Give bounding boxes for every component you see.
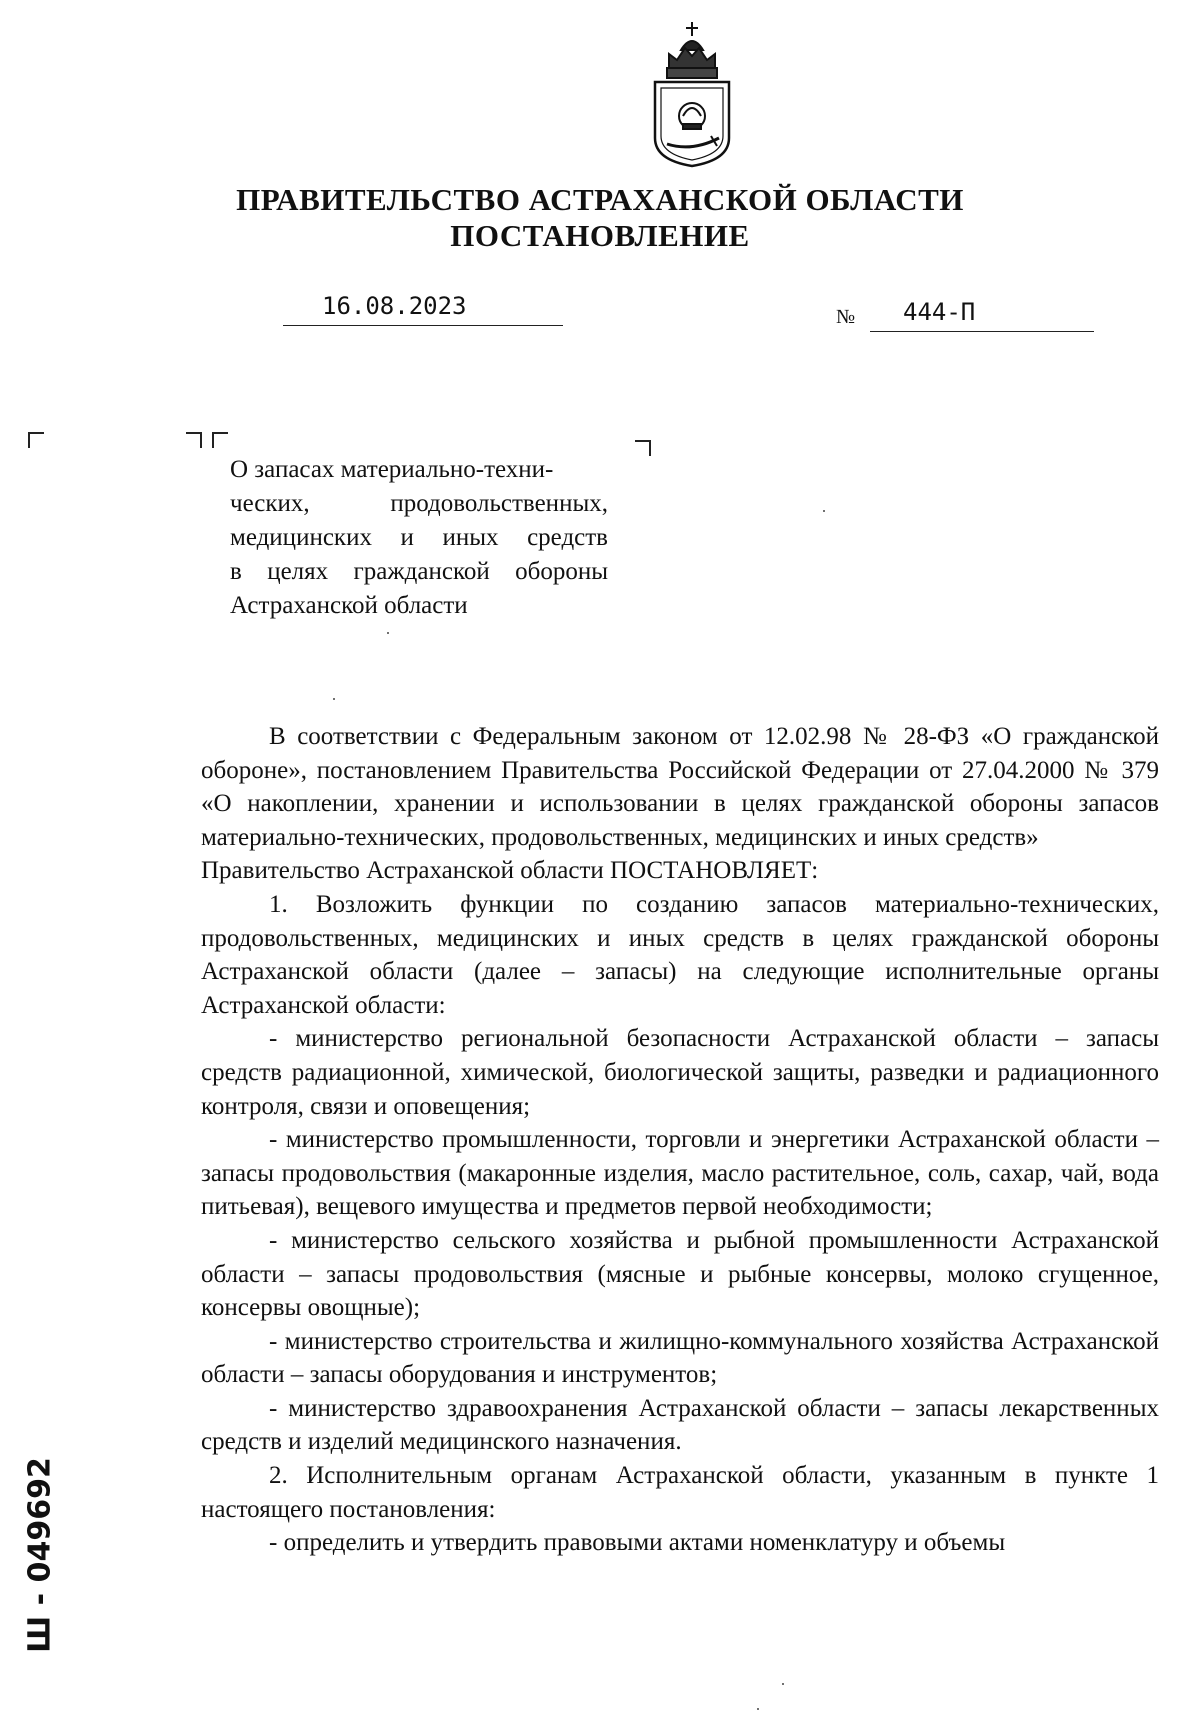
subject-line: медицинских и иных средств	[230, 524, 608, 551]
side-serial-stamp	[10, 1395, 70, 1715]
scan-speck	[333, 698, 335, 700]
document-type-title: ПОСТАНОВЛЕНИЕ	[450, 218, 750, 253]
resolution-statement: Правительство Астраханской области ПОСТАНОВЛЯЕТ:	[201, 857, 819, 885]
sub-item-paragraph: - министерство промышленности, торговли и энергетики Астраханской области – запасы продовольствия (макаронные изделия, масло растительное, соль, сахар, чай, вода питьевая), вещевого имущества и предметов первой необходимости;	[201, 1126, 1159, 1221]
scan-speck	[757, 1708, 759, 1710]
number-sign: №	[836, 306, 856, 328]
scan-speck	[387, 632, 389, 634]
coat-of-arms-emblem	[645, 20, 739, 170]
subject-line: О запасах материально-техни-	[230, 456, 554, 483]
sub-item-paragraph: - определить и утвердить правовыми актами номенклатуру и объемы	[269, 1529, 1006, 1557]
document-number: 444-П	[903, 298, 976, 326]
item-1-paragraph: 1. Возложить функции по созданию запасов материально-технических, продовольственных, медицинских и иных средств в целях гражданской обороны Астраханской области (далее – запасы) на следующие исполнительные органы Астраханской области:	[201, 890, 1159, 1019]
subject-block	[230, 453, 608, 623]
item-2-paragraph: 2. Исполнительным органам Астраханской области, указанным в пункте 1 настоящего постановления:	[201, 1462, 1159, 1523]
sub-item-paragraph: - министерство сельского хозяйства и рыбной промышленности Астраханской области – запасы продовольствия (мясные и рыбные консервы, молоко сгущенное, консервы овощные);	[201, 1226, 1159, 1322]
subject-line: Астраханской области	[230, 592, 468, 619]
corner-mark-left	[28, 432, 44, 448]
subject-line: в целях гражданской обороны	[230, 558, 608, 585]
scan-speck	[823, 510, 825, 512]
subject-line: ческих, продовольственных,	[230, 490, 608, 517]
document-body	[201, 720, 1159, 1560]
serial-number: Ш - 049692	[22, 1457, 58, 1653]
date-underline	[283, 325, 563, 326]
document-date: 16.08.2023	[322, 292, 467, 320]
scan-speck	[782, 1683, 784, 1685]
corner-mark-subject-right	[635, 440, 651, 456]
sub-item-paragraph: - министерство региональной безопасности Астраханской области – запасы средств радиационной, химической, биологической защиты, разведки и радиационного контроля, связи и оповещения;	[201, 1025, 1159, 1120]
number-underline	[870, 331, 1094, 332]
organization-title: ПРАВИТЕЛЬСТВО АСТРАХАНСКОЙ ОБЛАСТИ	[236, 182, 964, 217]
sub-item-paragraph: - министерство здравоохранения Астраханской области – запасы лекарственных средств и изделий медицинского назначения.	[201, 1394, 1159, 1456]
sub-item-paragraph: - министерство строительства и жилищно-коммунального хозяйства Астраханской области – запасы оборудования и инструментов;	[201, 1327, 1159, 1389]
corner-mark-subject-left-b	[212, 432, 228, 448]
preamble-paragraph: В соответствии с Федеральным законом от 12.02.98 № 28-ФЗ «О гражданской обороне», постановлением Правительства Российской Федерации от 27.04.2000 № 379 «О накоплении, хранении и использовании в целях гражданской обороны запасов материально-технических, продовольственных, медицинских и иных средств»	[201, 723, 1159, 851]
corner-mark-subject-left-a	[186, 432, 202, 448]
